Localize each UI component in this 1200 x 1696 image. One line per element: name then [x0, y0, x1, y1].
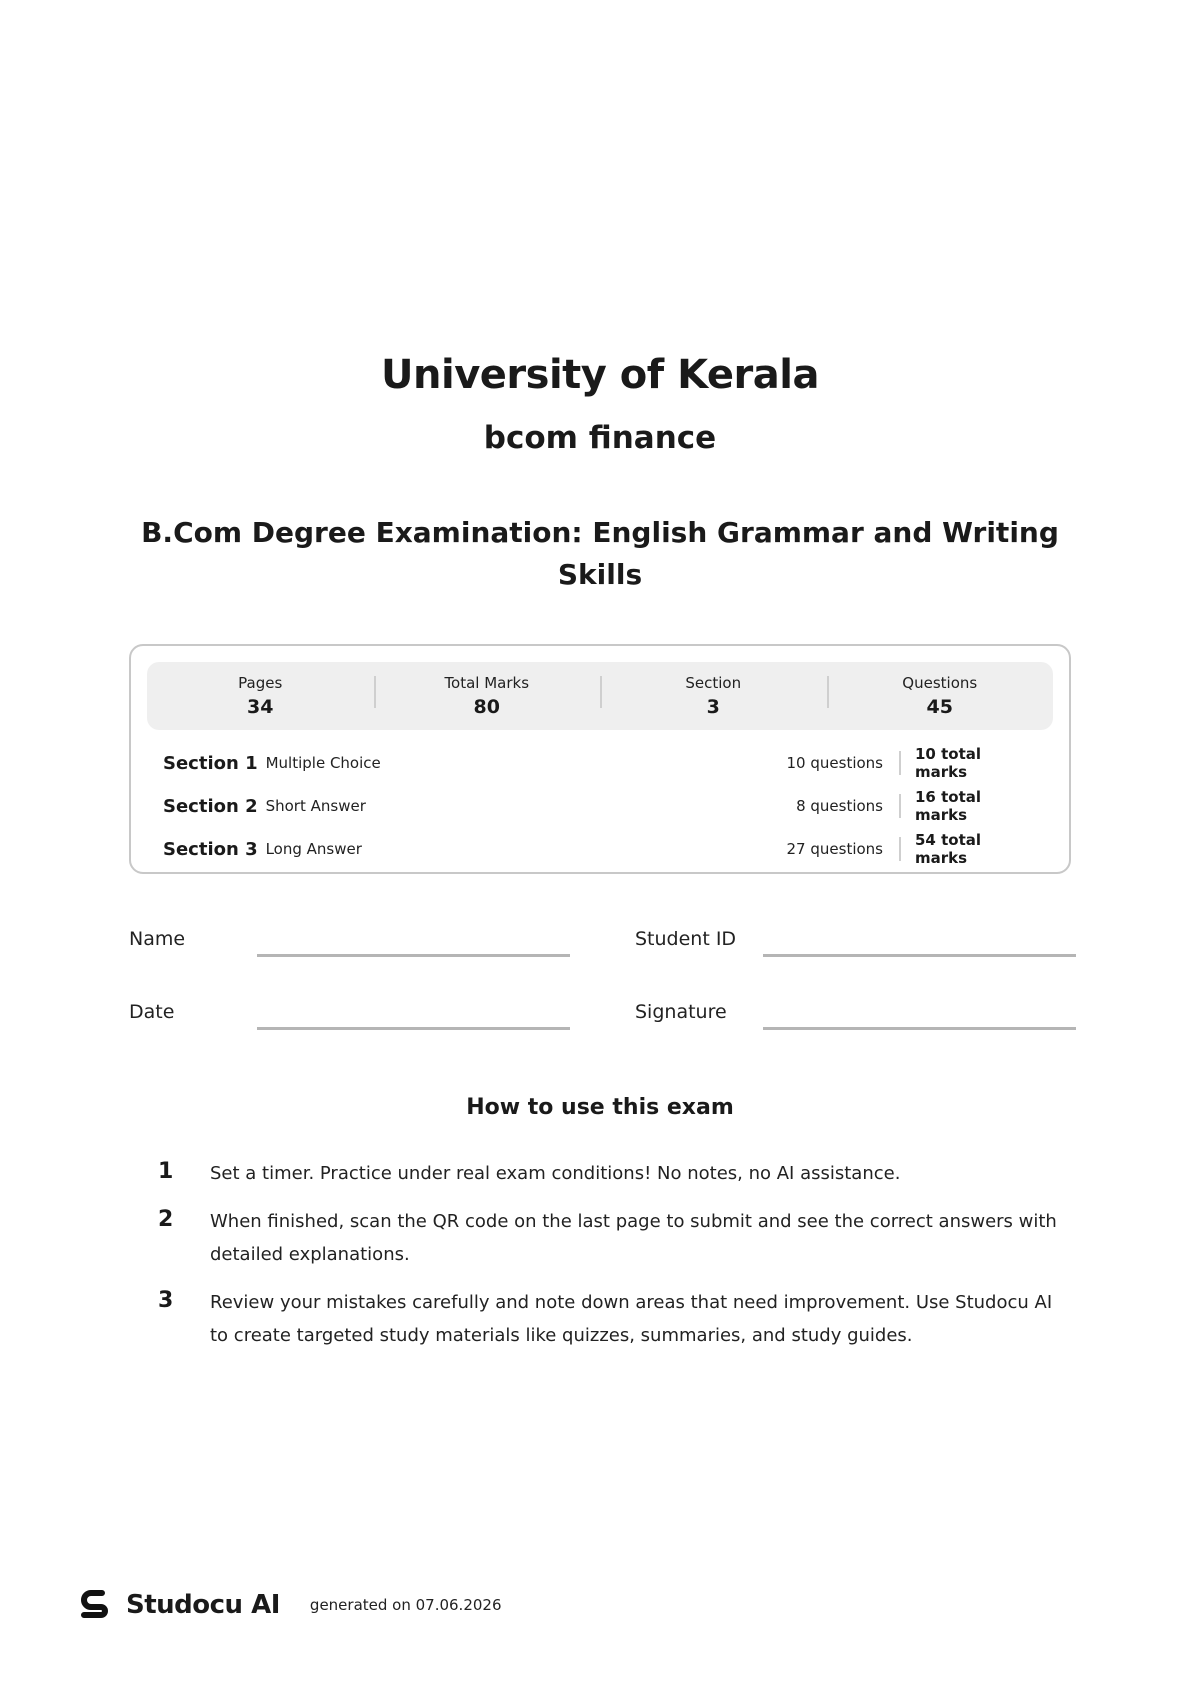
stat-label: Questions [902, 674, 978, 692]
signature-label: Signature [635, 1001, 727, 1023]
name-line[interactable] [257, 954, 570, 957]
university-title: University of Kerala [381, 352, 819, 398]
stat-label: Pages [238, 674, 283, 692]
stat-questions [827, 674, 1054, 718]
section-name: Section 1 [163, 752, 258, 774]
student-id-label: Student ID [635, 928, 737, 950]
studocu-logo-icon [78, 1587, 114, 1623]
brand-name: Studocu AI [126, 1590, 280, 1620]
step-number: 2 [158, 1207, 174, 1232]
section-row-2 [163, 788, 1037, 824]
student-id-line[interactable] [763, 954, 1076, 957]
stat-value: 45 [926, 696, 953, 718]
section-type: Long Answer [265, 840, 362, 858]
date-line[interactable] [257, 1027, 570, 1030]
stat-value: 34 [247, 696, 274, 718]
section-type: Short Answer [265, 797, 366, 815]
step-number: 3 [158, 1288, 174, 1313]
section-question-count: 8 questions [763, 794, 901, 818]
stat-value: 3 [706, 696, 720, 718]
date-label: Date [129, 1001, 175, 1023]
generated-date: generated on 07.06.2026 [309, 1596, 502, 1614]
section-question-count: 27 questions [763, 837, 901, 861]
howto-title: How to use this exam [466, 1095, 734, 1120]
name-label: Name [129, 928, 186, 950]
step-number: 1 [158, 1159, 174, 1184]
stat-section [600, 674, 827, 718]
step-text: Set a timer. Practice under real exam conditions! No notes, no AI assistance. [210, 1163, 901, 1184]
section-type: Multiple Choice [265, 754, 381, 772]
stat-pages [147, 674, 374, 718]
stat-value: 80 [473, 696, 500, 718]
section-name: Section 2 [163, 795, 258, 817]
section-marks: 16 total marks [915, 788, 982, 824]
exam-title: B.Com Degree Examination: English Grammar and Writing Skills [141, 516, 1059, 591]
signature-line[interactable] [763, 1027, 1076, 1030]
step-text: When finished, scan the QR code on the last page to submit and see the correct answers with detailed explanations. [210, 1211, 1057, 1265]
section-marks: 54 total marks [915, 831, 982, 867]
section-row-1 [163, 745, 1037, 781]
section-name: Section 3 [163, 838, 258, 860]
section-row-3 [163, 831, 1037, 867]
stats-bar [147, 662, 1053, 730]
section-question-count: 10 questions [763, 751, 901, 775]
section-marks: 10 total marks [915, 745, 982, 781]
step-text: Review your mistakes carefully and note down areas that need improvement. Use Studocu AI to create targeted study materials like quizzes, summaries, and study guides. [210, 1292, 1053, 1346]
course-subtitle: bcom finance [483, 420, 717, 456]
exam-summary-card [129, 644, 1071, 874]
footer [78, 1585, 502, 1625]
stat-total-marks [374, 674, 601, 718]
stat-label: Section [685, 674, 742, 692]
stat-label: Total Marks [444, 674, 530, 692]
